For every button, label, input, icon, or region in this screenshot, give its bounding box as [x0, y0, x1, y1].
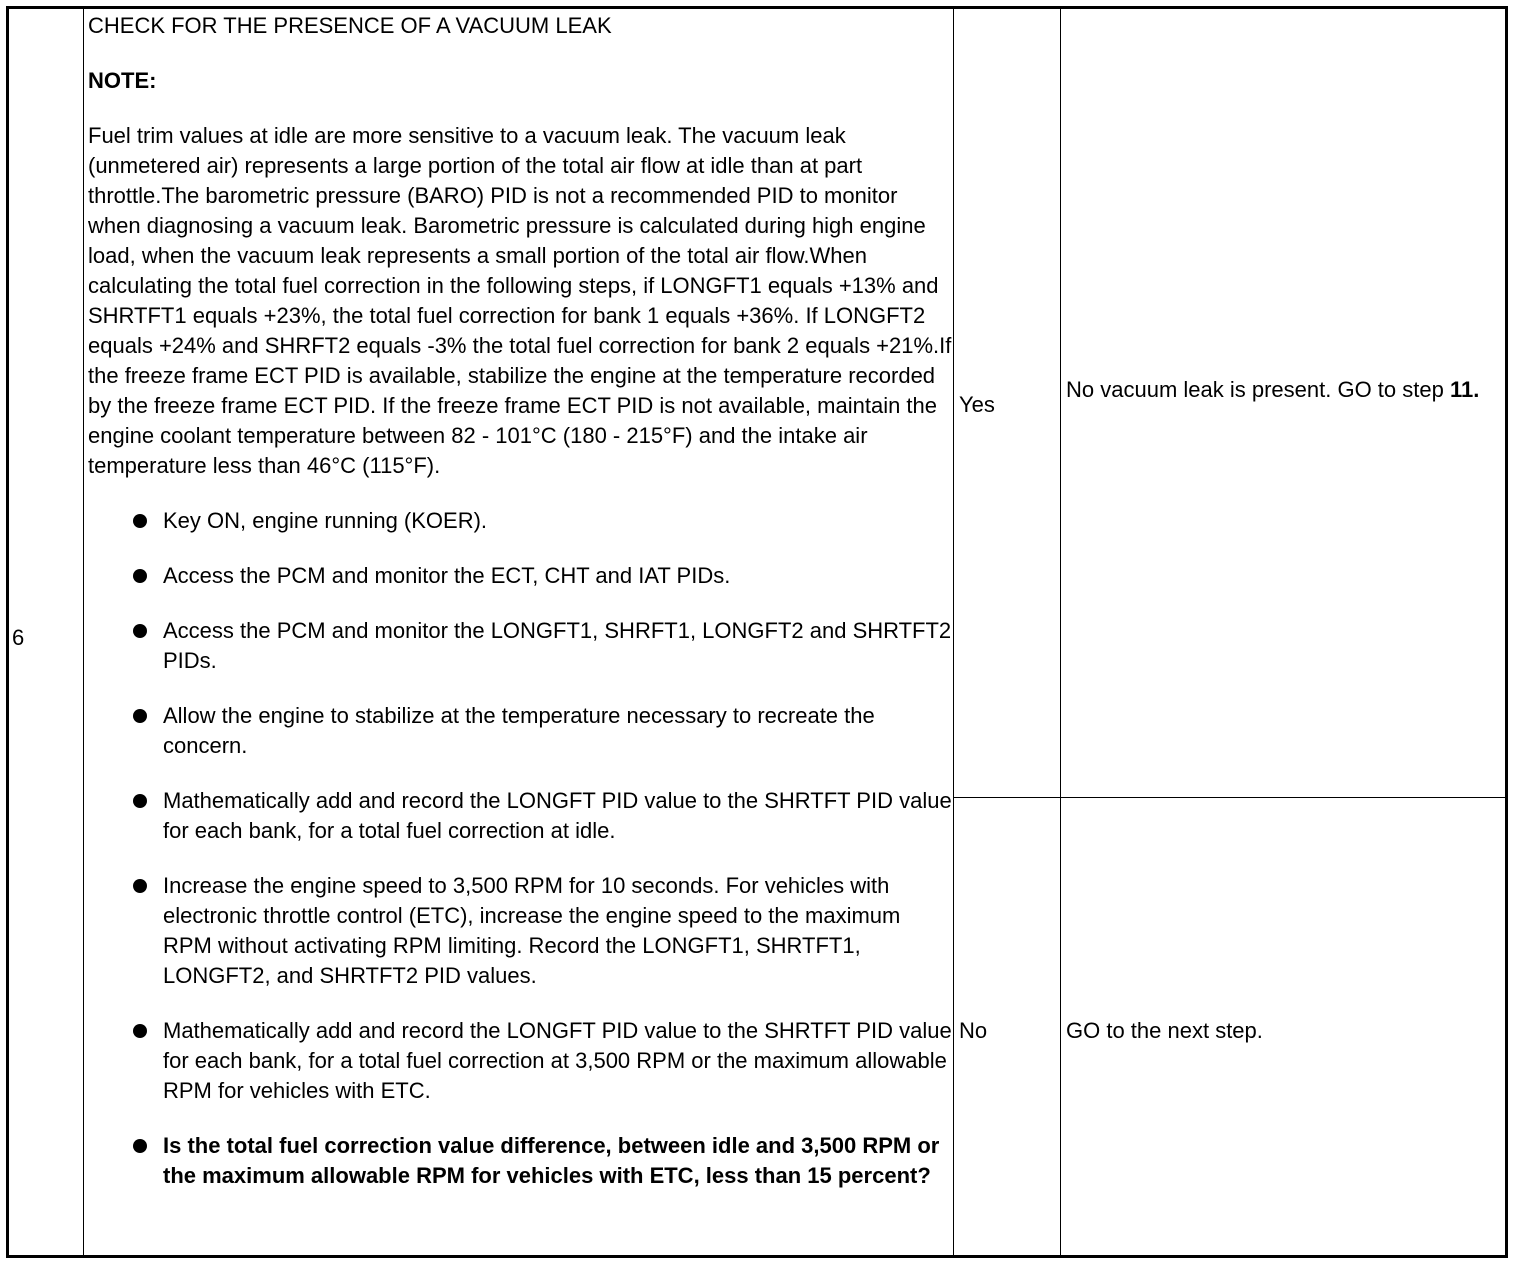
no-action: GO to the next step.: [1066, 1018, 1263, 1043]
question-item: [88, 1131, 954, 1191]
procedure-item-text: Increase the engine speed to 3,500 RPM for 10 seconds. For vehicles with electronic throttle control (ETC), increase the engine speed to the maximum RPM without activating RPM limiting. Record the LONGFT1, SHRTFT1, LONGFT2, and SHRTFT2 PID values.: [163, 873, 901, 988]
procedure-item-text: Access the PCM and monitor the LONGFT1, SHRFT1, LONGFT2 and SHRTFT2 PIDs.: [163, 618, 952, 673]
bullet-icon: [133, 624, 147, 638]
bullet-icon: [133, 514, 147, 528]
bullet-icon: [133, 569, 147, 583]
procedure-item: [88, 561, 954, 591]
yes-action-step-link[interactable]: 11.: [1449, 377, 1480, 402]
diagnostic-table: [6, 6, 1508, 1258]
procedure-item: [88, 786, 954, 846]
procedure-item: [88, 1016, 954, 1106]
column-divider: [1060, 9, 1061, 1255]
bullet-icon: [133, 1024, 147, 1038]
procedure-item: [88, 506, 954, 536]
procedure-item-text: Access the PCM and monitor the ECT, CHT and IAT PIDs.: [163, 563, 731, 588]
yes-action-text: No vacuum leak is present. GO to step: [1066, 377, 1444, 402]
step-content: [88, 11, 954, 1191]
procedure-item: [88, 616, 954, 676]
note-text: Fuel trim values at idle are more sensitive to a vacuum leak. The vacuum leak (unmetered air) represents a large portion of the total air flow at idle than at part throttle.The barometric pressure (BARO) PID is not a recommended PID to monitor when diagnosing a vacuum leak. Barometric pressure is calculated during high engine load, when the vacuum leak represents a small portion of the total air flow.When calculating the total fuel correction in the following steps, if LONGFT1 equals +13% and SHRTFT1 equals +23%, the total fuel correction for bank 1 equals +36%. If LONGFT2 equals +24% and SHRFT2 equals -3% the total fuel correction for bank 2 equals +21%.If the freeze frame ECT PID is available, stabilize the engine at the temperature recorded by the freeze frame ECT PID. If the freeze frame ECT PID is not available, maintain the engine coolant temperature between 82 - 101°C (180 - 215°F) and the intake air temperature less than 46°C (115°F).: [88, 123, 952, 478]
procedure-item: [88, 871, 954, 991]
note-label: NOTE:: [88, 68, 157, 93]
row-divider: [953, 797, 1505, 798]
procedure-item-text: Mathematically add and record the LONGFT PID value to the SHRTFT PID value for each bank, for a total fuel correction at idle.: [163, 788, 952, 843]
procedure-item-text: Allow the engine to stabilize at the temperature necessary to recreate the concern.: [163, 703, 875, 758]
no-label: No: [959, 1018, 988, 1043]
procedure-item-text: Key ON, engine running (KOER).: [163, 508, 488, 533]
procedure-item-text: Mathematically add and record the LONGFT PID value to the SHRTFT PID value for each bank, for a total fuel correction at 3,500 RPM or the maximum allowable RPM for vehicles with ETC.: [163, 1018, 952, 1103]
yes-label: Yes: [959, 392, 995, 417]
procedure-item: [88, 701, 954, 761]
bullet-icon: [133, 879, 147, 893]
step-number: 6: [12, 625, 25, 650]
procedure-list: [88, 506, 954, 1191]
yes-action: [1066, 375, 1506, 405]
bullet-icon: [133, 709, 147, 723]
question-text: Is the total fuel correction value difference, between idle and 3,500 RPM or the maximum allowable RPM for vehicles with ETC, less than 15 percent?: [163, 1133, 940, 1188]
column-divider: [83, 9, 84, 1255]
bullet-icon: [133, 794, 147, 808]
step-title: CHECK FOR THE PRESENCE OF A VACUUM LEAK: [88, 13, 612, 38]
bullet-icon: [133, 1139, 147, 1153]
